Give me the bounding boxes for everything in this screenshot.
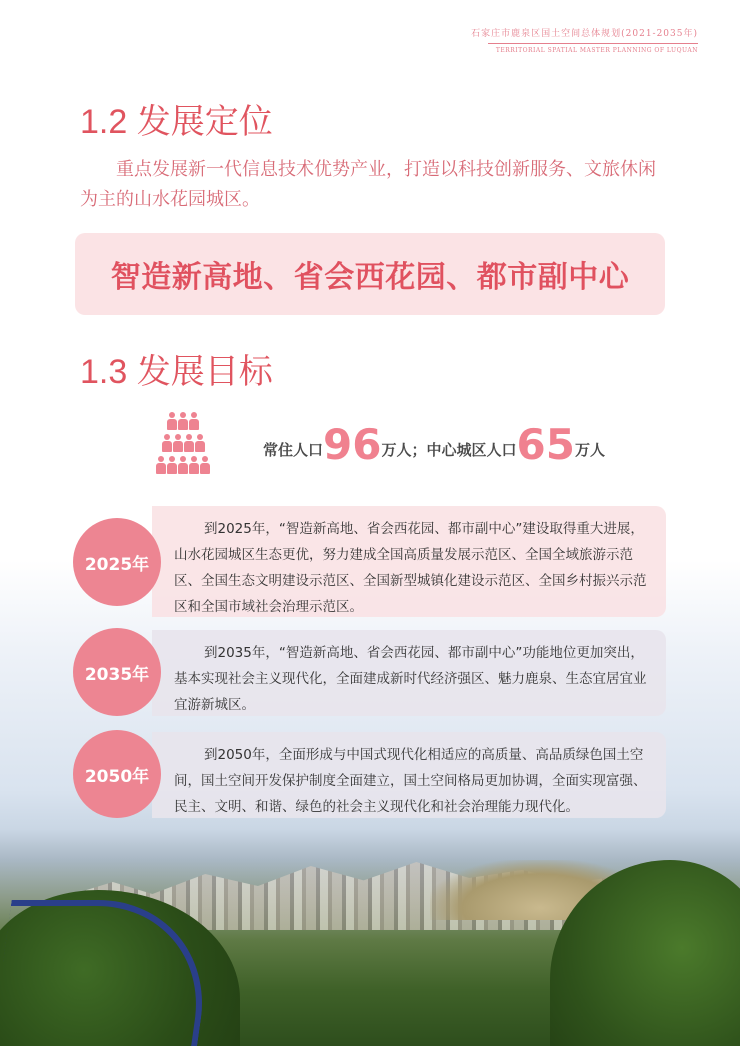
person-icon: [195, 434, 205, 452]
person-icon: [156, 456, 166, 474]
page-header: [471, 26, 698, 54]
goal-box-2025: [152, 506, 666, 617]
person-icon: [162, 434, 172, 452]
population-line: [263, 420, 605, 469]
people-group-icon: [148, 408, 218, 484]
goal-text-2035: 到2035年，“智造新高地、省会西花园、都市副中心”功能地位更加突出，基本实现社会主义现代化，全面建成新时代经济强区、魅力鹿泉、生态宜居宜业宜游新城区。: [174, 645, 647, 713]
central-value: 65: [516, 420, 575, 469]
central-unit: 万人: [574, 441, 605, 459]
positioning-paragraph: 重点发展新一代信息技术优势产业，打造以科技创新服务、文旅休闲为主的山水花园城区。: [80, 159, 656, 210]
year-circle-2050: [73, 730, 161, 818]
person-icon: [178, 412, 188, 430]
central-label: 中心城区人口: [426, 441, 517, 459]
person-icon: [167, 412, 177, 430]
goal-box-2035: [152, 630, 666, 716]
goal-text-2050: 到2050年，全面形成与中国式现代化相适应的高质量、高品质绿色国土空间，国土空间开发保护制度全面建立，国土空间格局更加协调，全面实现富强、民主、文明、和谐、绿色的社会主义现代化和社会治理能力现代化。: [174, 747, 647, 815]
person-icon: [189, 456, 199, 474]
year-label-2050: 2050年: [84, 766, 150, 787]
year-label-2035: 2035年: [84, 664, 150, 685]
year-label-2025: 2025年: [84, 554, 150, 575]
goal-box-2050: [152, 732, 666, 818]
header-title-en: TERRITORIAL SPATIAL MASTER PLANNING OF LUQUAN: [495, 47, 698, 54]
section-title-goals: 1.3 发展目标: [80, 353, 273, 391]
header-title-cn: 石家庄市鹿泉区国土空间总体规划(2021-2035年): [471, 29, 698, 39]
person-icon: [173, 434, 183, 452]
header-divider: [488, 43, 698, 44]
person-icon: [178, 456, 188, 474]
slogan-box: [75, 233, 665, 315]
year-circle-2025: [73, 518, 161, 606]
resident-unit: 万人；: [381, 441, 427, 459]
slogan-text: 智造新高地、省会西花园、都市副中心: [110, 260, 630, 295]
person-icon: [167, 456, 177, 474]
resident-value: 96: [323, 420, 382, 469]
goal-text-2025: 到2025年，“智造新高地、省会西花园、都市副中心”建设取得重大进展，山水花园城区生态更优，努力建成全国高质量发展示范区、全国全域旅游示范区、全国生态文明建设示范区、全国新型城镇化建设示范区、全国乡村振兴示范区和全国市域社会治理示范区。: [174, 521, 647, 615]
person-icon: [184, 434, 194, 452]
year-circle-2035: [73, 628, 161, 716]
section-title-positioning: 1.2 发展定位: [80, 103, 273, 141]
resident-label: 常住人口: [263, 441, 324, 459]
person-icon: [200, 456, 210, 474]
person-icon: [189, 412, 199, 430]
